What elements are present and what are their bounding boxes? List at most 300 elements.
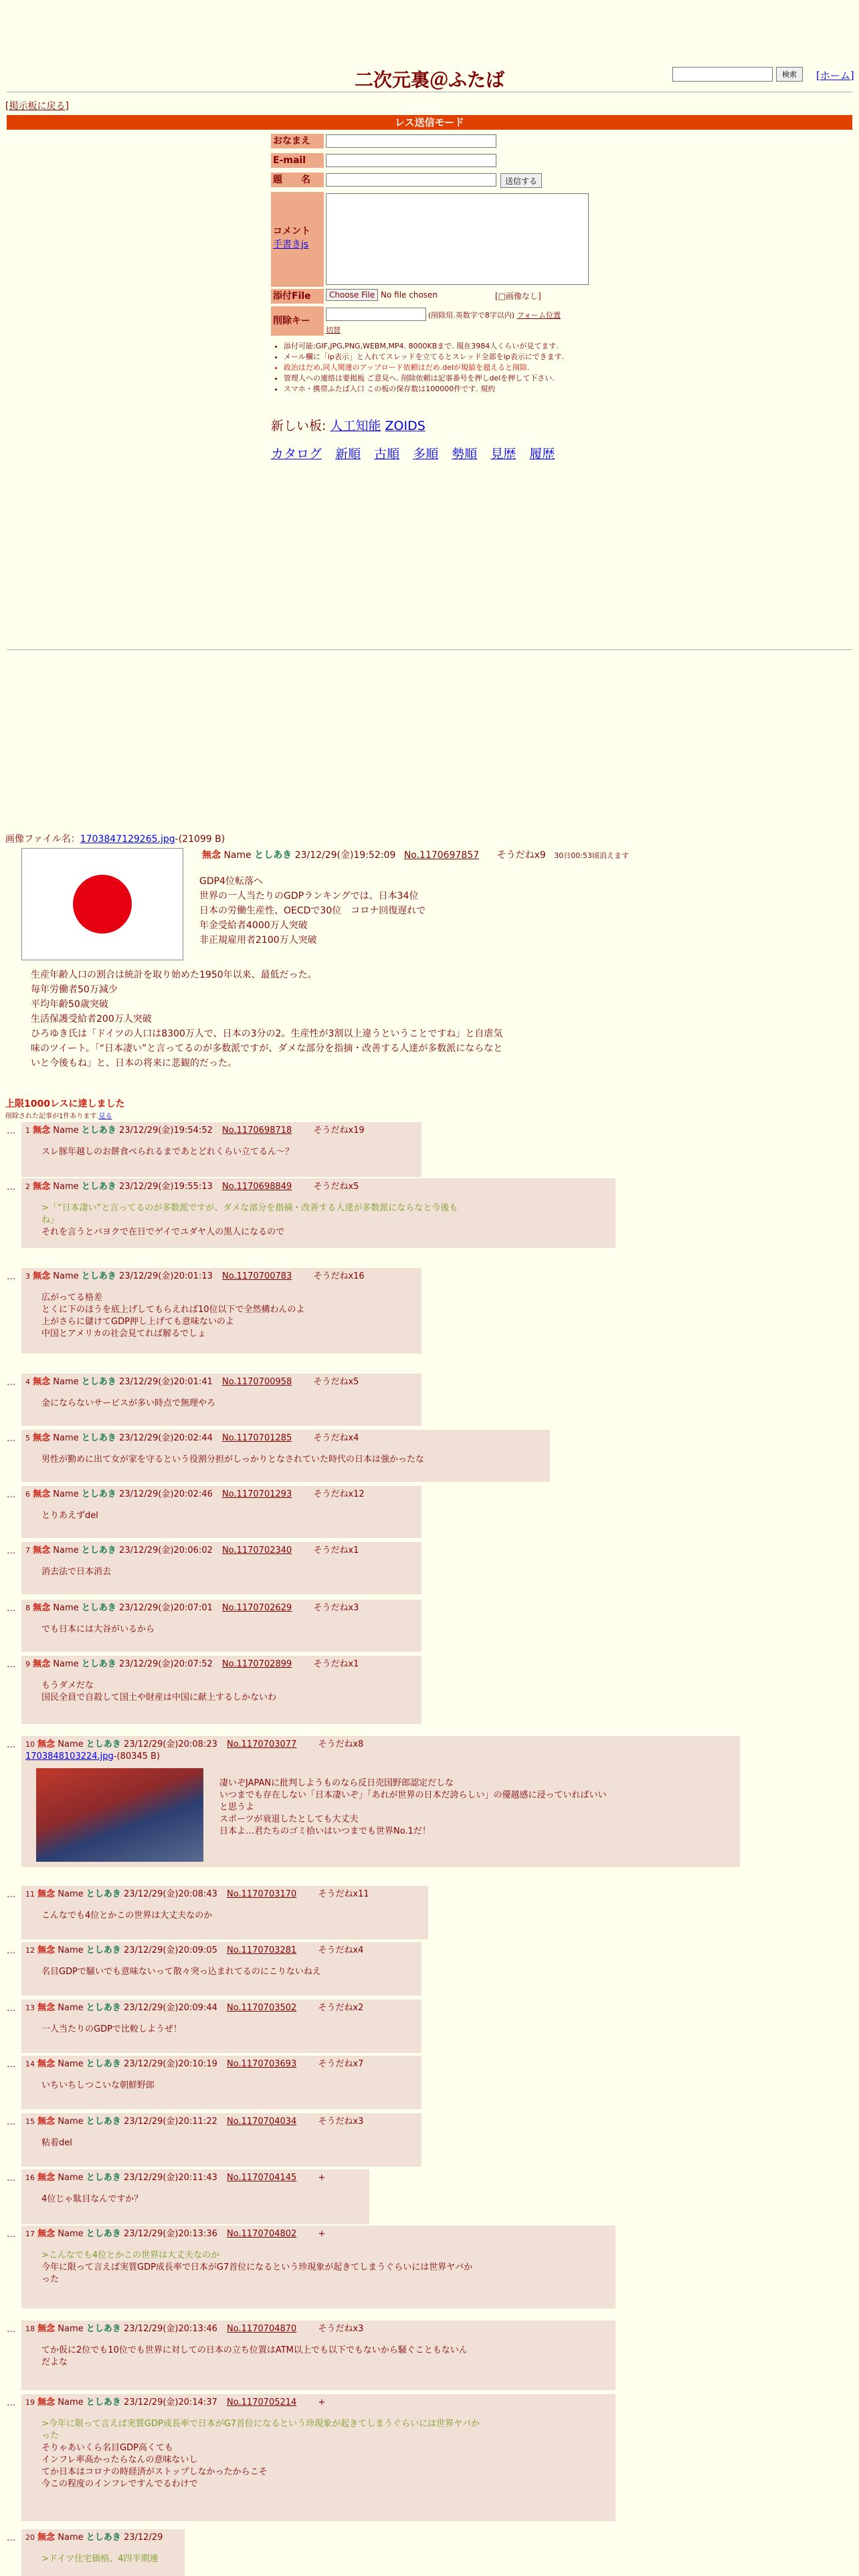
reply-header [25,1602,417,1614]
reply-body [41,2418,611,2490]
reply-indent: … [7,2060,15,2070]
post-subject: 無念 [37,1739,56,1749]
nav-history[interactable]: 履歴 [529,447,555,461]
name-label: Name [58,2533,84,2543]
delkey-note: (削除用.英数字で8字以内) [428,311,515,320]
reply-header [25,1125,417,1137]
reply-index: 20 [25,2533,35,2542]
poster-name: としあき [81,1125,116,1136]
delkey-label: 削除キー [271,306,324,336]
post-subject: 無念 [202,850,221,861]
note-item: • 添付可能:GIF,JPG,PNG,WEBM,MP4. 8000KBまで. 現在3984人くらいが見てます. [284,341,615,352]
soudane-button[interactable]: そうだねx16 [313,1271,365,1281]
notes-list [281,341,615,395]
soudane-button[interactable]: そうだねx4 [313,1433,359,1443]
poster-name: としあき [81,1271,116,1281]
reply-index: 17 [25,2230,35,2238]
soudane-button[interactable]: そうだねx3 [318,2117,364,2127]
reply-header [25,1432,546,1444]
post-number[interactable]: No.1170705214 [227,2397,297,2407]
reply-indent: … [7,1182,15,1192]
nav-momentum[interactable]: 勢順 [452,447,478,461]
post-subject: 無念 [33,1125,51,1136]
op-line: ひろゆき氏は「ドイツの人口は8300万人で、日本の3分の2。生産性が3割以上違うということですね」と自虐気 [31,1029,503,1039]
home-link[interactable]: [ホーム] [816,70,854,82]
body-line: 今この程度のインフレですんでるわけで [41,2479,198,2489]
post-date: 23/12/29(金)19:54:52 [118,1125,213,1136]
body-line: 国民全員で自殺して国土や財産は中国に献上するしかないわ [41,1693,277,1703]
reply-post [21,1178,615,1248]
op-body-b [31,968,502,1071]
body-line: もうダメだな [41,1681,94,1691]
comment-label: コメント [273,226,310,237]
post-date: 23/12/29(金)19:52:09 [294,850,396,861]
post-date: 23/12/29(金)20:08:43 [123,1889,217,1899]
name-label: Name [58,2003,84,2013]
delkey-field[interactable] [326,308,426,321]
reply-header [25,2228,611,2240]
reply-post [21,2113,421,2167]
name-label: Name [58,2397,84,2407]
post-number[interactable]: No.1170701293 [222,1489,292,1499]
op-line: いと今後もね」と、日本の将来に悲観的だった。 [31,1058,237,1069]
post-number[interactable]: No.1170703077 [227,1739,297,1749]
body-line: 一人当たりのGDPで比較しようぜ！ [41,2024,182,2034]
reply-header [25,2323,611,2335]
poster-name: としあき [86,2173,121,2183]
poster-name: としあき [81,1545,116,1555]
poster-name: としあき [86,1945,121,1955]
post-number[interactable]: No.1170702899 [222,1659,292,1669]
body-line: 上がさらに儲けてGDP押し上げても意味ないのよ [41,1317,234,1327]
reply-header [25,1489,417,1501]
post-number[interactable]: No.1170703281 [227,1945,297,1955]
divider [7,649,852,650]
reply-post [21,1886,428,1939]
reply-indent: … [7,2230,15,2240]
quote-line: ね」 [41,1215,60,1225]
post-subject: 無念 [37,2117,56,2127]
body-line: 消去法で日本消去 [41,1567,112,1577]
post-number[interactable]: No.1170698718 [222,1125,292,1136]
reply-indent: … [7,1604,15,1614]
reply-body [41,1398,417,1410]
op-body-a [199,874,425,948]
body-line: こんなでも4位とかこの世界は大丈夫なのか [41,1911,213,1921]
post-subject: 無念 [33,1603,51,1613]
op-line: 年金受給者4000万人突破 [199,920,308,931]
post-subject: 無念 [37,2533,56,2543]
post-number[interactable]: No.1170704034 [227,2117,297,2127]
reply-post [21,1430,550,1482]
name-label: Name [53,1603,79,1613]
post-date: 23/12/29 [123,2533,163,2543]
file-picker[interactable] [326,290,438,300]
body-line: 日本よ…君たちのゴミ拾いはいつまでも世界No.1だ！ [219,1826,431,1836]
post-date: 23/12/29(金)20:09:05 [123,1945,217,1955]
post-number[interactable]: No.1170698849 [222,1182,292,1192]
body-line: 男性が勤めに出て女が家を守るという役割分担がしっかりとなされていた時代の日本は強かったな [41,1455,425,1465]
reply-post [21,1736,740,1867]
quote-line: った [41,2431,60,2441]
post-subject: 無念 [37,2229,56,2239]
post-number[interactable]: No.1170704145 [227,2173,297,2183]
post-number[interactable]: No.1170703693 [227,2059,297,2069]
switch-link[interactable]: 切替 [326,326,341,334]
reply-header [25,2172,365,2184]
body-line: いちいちしつこいな朝鮮野郎 [41,2080,155,2090]
name-label: Name [53,1659,79,1669]
body-line: だよな [41,2357,68,2367]
reply-body [41,1966,417,1978]
name-label: おなまえ [271,134,324,148]
reply-post [21,1122,421,1177]
handwrite-link[interactable]: 手書きjs [273,239,309,250]
reply-indent: … [7,2004,15,2014]
soudane-button[interactable]: そうだねx3 [313,1603,359,1613]
body-line: 今年に限って言えば実質GDP成長率で日本がG7首位になるという珍現象が起きてしまうぐらいには世界ヤバか [41,2262,473,2272]
note-item: • メール欄に「ip表示」と入れてスレッドを立てるとスレッド全部をip表示にできます. [284,352,615,362]
post-subject: 無念 [33,1377,51,1387]
reply-header [25,1739,736,1751]
reply-post [21,2226,615,2309]
new-board-row [271,416,425,434]
nav-viewed[interactable]: 見歴 [490,447,516,461]
reply-indent: … [7,1490,15,1500]
reply-indent: … [7,1890,15,1900]
reply-post [21,2169,369,2224]
reply-indent: … [7,2533,15,2543]
reply-thumbnail[interactable] [36,1768,203,1862]
reply-header [25,1658,417,1671]
reply-indent: … [7,1946,15,1956]
post-subject: 無念 [33,1489,51,1499]
post-date: 23/12/29(金)20:10:19 [123,2059,217,2069]
poster-name: としあき [81,1659,116,1669]
reply-post [21,2056,421,2109]
reply-post [21,1656,421,1724]
email-label: E-mail [271,153,324,168]
op-thumbnail[interactable] [21,848,183,960]
post-number[interactable]: No.1170700783 [222,1271,292,1281]
post-number[interactable]: No.1170700958 [222,1377,292,1387]
soudane-button[interactable]: + [318,2397,326,2407]
poster-name: としあき [81,1489,116,1499]
reply-indent: … [7,1126,15,1136]
reply-indent: … [7,2398,15,2408]
show-deleted-link[interactable]: 見る [98,1113,112,1120]
reply-index: 1 [25,1126,30,1135]
reply-post [21,1268,421,1354]
reply-header [25,1889,424,1901]
post-date: 23/12/29(金)20:01:13 [118,1271,213,1281]
form-position-link[interactable]: フォーム位置 [516,311,561,320]
soudane-button[interactable]: そうだねx5 [313,1182,359,1192]
soudane-button[interactable]: そうだねx2 [318,2003,364,2013]
post-subject: 無念 [33,1271,51,1281]
name-label: Name [58,1889,84,1899]
reply-index: 6 [25,1490,30,1499]
soudane-button[interactable]: そうだねx8 [318,1739,364,1749]
poster-name: としあき [86,2533,121,2543]
post-subject: 無念 [37,1889,56,1899]
reply-body [41,1910,424,1922]
reply-body [219,1778,736,1838]
reply-header [25,2532,181,2544]
op-file-info [5,832,225,845]
post-subject: 無念 [33,1659,51,1669]
reply-indent: … [7,1546,15,1556]
reply-body [41,2080,417,2092]
poster-name: としあき [81,1433,116,1443]
reply-post [21,1542,421,1594]
body-line: インフレ率高かったらなんの意味ないし [41,2455,198,2465]
reply-post [21,2394,615,2521]
body-line: とりあえずdel [41,1511,98,1521]
post-date: 23/12/29(金)20:11:22 [123,2117,217,2127]
reply-index: 2 [25,1182,30,1191]
post-subject: 無念 [37,2397,56,2407]
name-label: Name [58,2173,84,2183]
name-label: Name [58,2229,84,2239]
subject-field[interactable] [326,173,496,187]
file-size: -(21099 B) [175,834,225,845]
post-date: 23/12/29(金)19:55:13 [118,1182,213,1192]
reply-body [41,1510,417,1522]
soudane-button[interactable]: そうだねx3 [318,2324,364,2334]
soudane-button[interactable]: そうだねx11 [318,1889,369,1899]
poster-name: としあき [86,2003,121,2013]
submit-button[interactable]: 送信する [500,173,542,188]
post-date: 23/12/29(金)20:01:41 [118,1377,213,1387]
post-number[interactable]: No.1170702340 [222,1545,292,1555]
op-file-link[interactable]: 1703847129265.jpg [80,834,175,845]
back-to-board-link[interactable]: [掲示板に戻る] [5,101,69,112]
poster-name: としあき [86,2397,121,2407]
reply-indent: … [7,2325,15,2335]
name-label: Name [58,2324,84,2334]
note-item: • 管理人への連絡は要掲板 ご意見へ. 削除依頼は記事番号を押しdelを押して下さい. [284,373,615,384]
reply-body [41,2553,181,2565]
name-label: Name [53,1545,79,1555]
soudane-button[interactable]: そうだねx19 [313,1125,365,1136]
board-link-zoids[interactable]: ZOIDS [385,419,425,433]
email-field[interactable] [326,154,496,167]
reply-body [41,1146,417,1158]
reply-post [21,1942,421,1996]
body-line: でも日本には大谷がいるから [41,1624,155,1634]
soudane-button[interactable]: そうだねx7 [318,2059,364,2069]
subject-label: 題 名 [271,173,324,187]
note-item: • スマホ・携帯ふたば入口 この板の保存数は100000件です. 規約 [284,384,615,395]
poster-name: としあき [81,1603,116,1613]
reply-post [21,1486,421,1538]
nav-old[interactable]: 古順 [374,447,400,461]
reply-body [41,1624,417,1636]
note-item: • 政治はだめ,同人関連のアップロード依頼はだめ.delが規値を超えると削除. [284,362,615,373]
quote-line: >こんなでも4位とかこの世界は大丈夫なのか [41,2250,220,2260]
post-number[interactable]: No.1170703502 [227,2003,297,2013]
body-line: 4位じゃ駄目なんですか？ [41,2194,143,2204]
body-line: それを言うとパヨクで在日でゲイでユダヤ人の黒人になるので [41,1227,285,1237]
body-line: てか日本はコロナの時経済がストップしなかったからこそ [41,2467,268,2477]
poster-name: としあき [254,850,292,861]
op-line: 日本の労働生産性、OECDで30位 コロナ回復遅れで [199,905,426,916]
reply-body [41,2024,417,2036]
body-line: 凄いぞJAPANに批判しようものなら反日売国野郎認定だしな [219,1778,454,1788]
reply-index: 11 [25,1890,35,1899]
body-line: 粘着del [41,2138,72,2148]
delkey-note-row [428,310,561,320]
reply-index: 4 [25,1378,30,1386]
post-subject: 無念 [37,2173,56,2183]
reply-post [21,2321,615,2390]
op-header [202,848,629,861]
reply-index: 19 [25,2398,35,2407]
reply-body [41,2250,611,2286]
reply-index: 15 [25,2117,35,2126]
post-date: 23/12/29(金)20:14:37 [123,2397,217,2407]
body-line: いつまでも存在しない「日本凄いぞ」「あれが世界の日本だ誇らしい」の優越感に浸っていればいい [219,1790,607,1800]
poster-name: としあき [86,2059,121,2069]
reply-header [25,2116,417,2128]
op-line: 世界の一人当たりのGDPランキングでは、日本34位 [199,891,419,901]
name-label: Name [223,850,252,861]
post-subject: 無念 [37,2324,56,2334]
expire-time: 30日00:53頃消えます [554,851,629,860]
reply-index: 8 [25,1604,30,1612]
reply-index: 16 [25,2173,35,2182]
reply-index: 3 [25,1272,30,1281]
deleted-notice [5,1110,112,1120]
op-line: GDP4位転落へ [199,876,263,887]
reply-header [25,2397,611,2409]
reply-header [25,1945,417,1957]
nav-many[interactable]: 多順 [413,447,439,461]
post-date: 23/12/29(金)20:07:52 [118,1659,213,1669]
body-line: った [41,2274,60,2284]
reply-body [41,1202,611,1239]
op-line: 味のツイート。「“日本凄い”と言ってるのが多数派ですが、ダメな部分を指摘・改善する人達が多数派にならなと [31,1043,503,1054]
post-number[interactable]: No.1170704870 [227,2324,297,2334]
reply-header [25,1271,417,1283]
reply-file-info [25,1751,736,1763]
reply-header [25,1181,611,1193]
choose-file-button[interactable]: Choose File [326,289,378,301]
post-subject: 無念 [33,1433,51,1443]
reply-body [41,2193,365,2206]
reply-indent: … [7,1272,15,1282]
post-date: 23/12/29(金)20:11:43 [123,2173,217,2183]
op-line: 毎年労働者50万減少 [31,984,118,995]
op-line: 生産年齢人口の割合は統計を取り始めた1950年以来、最低だった。 [31,970,317,980]
comment-textarea[interactable] [326,193,589,285]
post-number[interactable]: No.1170704802 [227,2229,297,2239]
nav-new[interactable]: 新順 [335,447,361,461]
soudane-button[interactable]: そうだねx4 [318,1945,364,1955]
soudane-button[interactable]: そうだねx9 [496,850,546,861]
reply-post [21,2000,421,2053]
reply-body [41,1680,417,1704]
post-number[interactable]: No.1170697857 [403,850,480,861]
name-label: Name [53,1377,79,1387]
name-label: Name [53,1125,79,1136]
body-line: 金にならないサービスが多い時点で無理やろ [41,1398,216,1408]
poster-name: としあき [86,2229,121,2239]
board-link-ai[interactable]: 人工知能 [330,419,381,433]
name-label: Name [53,1489,79,1499]
reply-indent: … [7,2173,15,2183]
post-date: 23/12/29(金)20:08:23 [123,1739,217,1749]
poster-name: としあき [81,1377,116,1387]
poster-name: としあき [81,1182,116,1192]
reply-mode-bar: レス送信モード [7,115,852,130]
post-date: 23/12/29(金)20:13:36 [123,2229,217,2239]
reply-index: 10 [25,1740,35,1749]
soudane-button[interactable]: そうだねx12 [313,1489,365,1499]
post-subject: 無念 [33,1182,51,1192]
op-line: 非正規雇用者2100万人突破 [199,935,317,946]
reply-body [41,2345,611,2369]
reply-indent: … [7,1378,15,1388]
post-subject: 無念 [37,1945,56,1955]
soudane-button[interactable]: + [318,2229,326,2239]
reply-file-link[interactable]: 1703848103224.jpg [25,1751,114,1761]
reply-body [41,1566,417,1578]
soudane-button[interactable]: + [318,2173,326,2183]
quote-line: >今年に限って言えば実質GDP成長率で日本がG7首位になるという珍現象が起きてしまうぐらいには世界ヤバか [41,2419,480,2429]
reply-post [21,1374,421,1426]
reply-index: 18 [25,2325,35,2333]
file-status: No file chosen [381,290,438,300]
reply-body [41,1292,417,1340]
post-subject: 無念 [33,1545,51,1555]
post-subject: 無念 [37,2059,56,2069]
reply-index: 13 [25,2004,35,2012]
body-line: スポーツが衰退したとしても大丈夫 [219,1814,359,1824]
post-date: 23/12/29(金)20:06:02 [118,1545,213,1555]
post-number[interactable]: No.1170703170 [227,1889,297,1899]
new-board-label: 新しい板: [271,419,326,433]
nav-catalog[interactable]: カタログ [271,447,322,461]
reply-index: 5 [25,1434,30,1442]
reply-post [21,2529,185,2576]
body-line: てか仮に2位でも10位でも世界に対しての日本の立ち位置はATM以上でも以下でもないから騒ぐこともないん [41,2345,468,2355]
reply-body [41,1454,546,1466]
poster-name: としあき [86,2117,121,2127]
file-label: 添付File [271,289,324,304]
soudane-button[interactable]: そうだねx1 [313,1545,359,1555]
post-number[interactable]: No.1170701285 [222,1433,292,1443]
reply-header [25,1376,417,1388]
search-button[interactable]: 検索 [776,67,803,82]
no-image-checkbox[interactable]: [□画像なし] [495,292,541,301]
soudane-button[interactable]: そうだねx5 [313,1377,359,1387]
soudane-button[interactable]: そうだねx1 [313,1659,359,1669]
file-size: -(80345 B) [113,1751,161,1761]
post-number[interactable]: No.1170702629 [222,1603,292,1613]
post-date: 23/12/29(金)20:07:01 [118,1603,213,1613]
reply-header [25,1545,417,1557]
name-field[interactable] [326,134,496,148]
body-line: 広がってる格差 [41,1293,103,1303]
comment-label-cell [271,192,324,287]
body-line: そりゃあいくら名目GDP高くても [41,2443,173,2453]
sort-nav [271,444,564,462]
name-label: Name [53,1271,79,1281]
quote-line: >「“日本凄い”と言ってるのが多数派ですが、ダメな部分を指摘・改善する人達が多数派にならなと今後も [41,1203,458,1213]
name-label: Name [58,1945,84,1955]
